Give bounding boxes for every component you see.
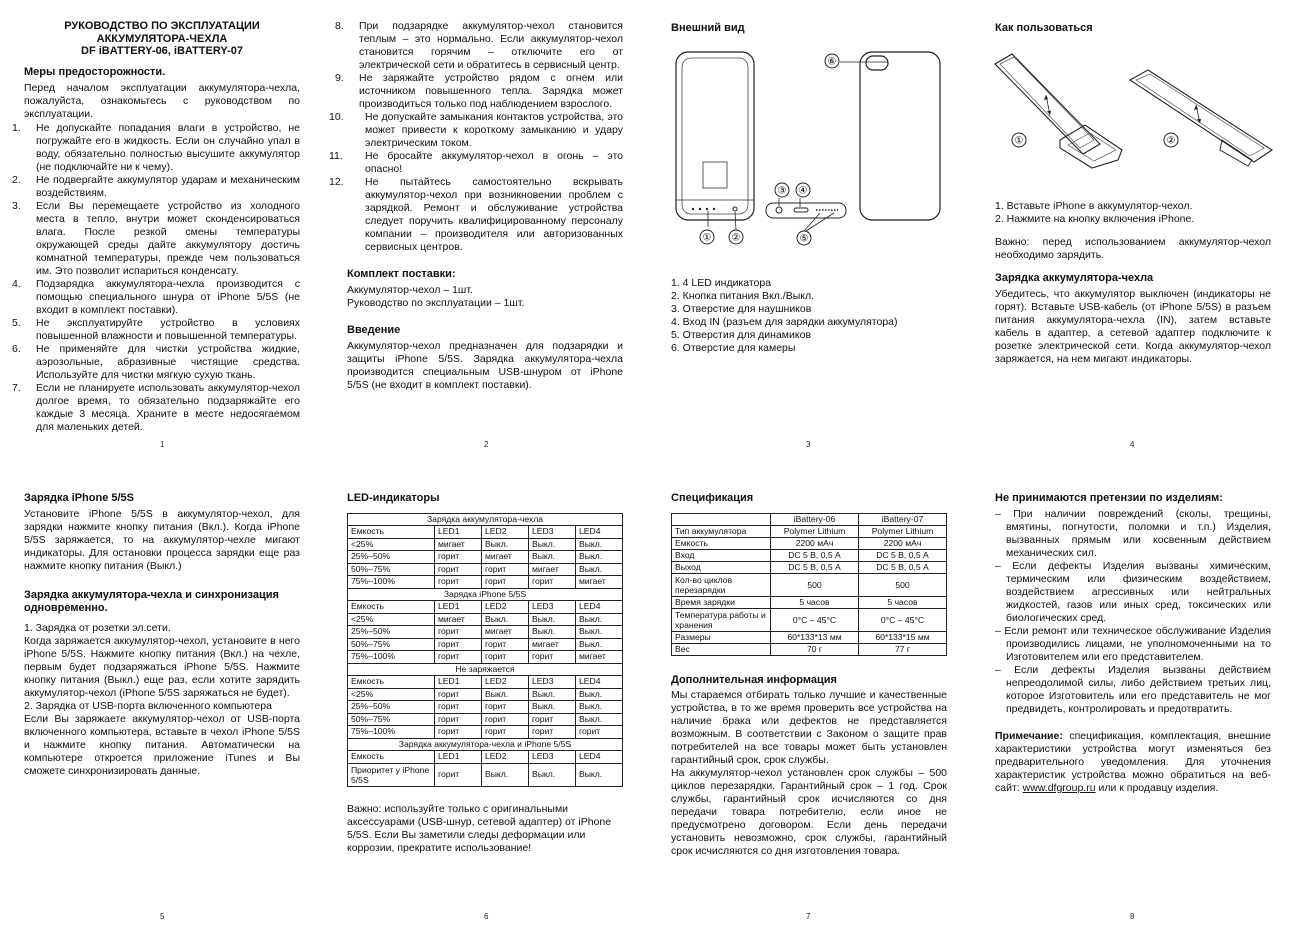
list-item: – Если дефекты Изделия вызваны действием непреодолимой силы, либо действием третьих лиц, которое Изготовитель или его представитель не мог предвидеть, контролировать и предотвратить. (995, 663, 1271, 715)
extra-info-heading: Дополнительная информация (671, 673, 837, 686)
table-cell: 75%–100% (348, 651, 435, 664)
table-cell: 2200 мАч (771, 537, 859, 549)
extra-info-text: Мы стараемся отбирать только лучшие и качественные устройства, в то же время проверить все устройства на наличие брака или дефектов не представляется возможным. В соответствии с Законом о защите прав потребителей на все товары может быть установлен гарантийный срок, срок службы. (671, 689, 947, 767)
table-header-cell: LED3 (529, 676, 576, 689)
title-line-3: DF iBATTERY-06, iBATTERY-07 (81, 45, 243, 58)
table-header-cell: Емкость (348, 751, 435, 764)
table-cell: 0°C – 45°C (771, 608, 859, 631)
table-header-cell: LED3 (529, 601, 576, 614)
precautions-heading: Меры предосторожности. (24, 65, 166, 78)
table-header-cell: LED4 (576, 601, 623, 614)
table-cell: горит (529, 576, 576, 589)
table-header-row (348, 526, 623, 539)
table-section-row (348, 738, 623, 751)
table-cell: горит (529, 713, 576, 726)
table-cell: горит (435, 551, 482, 564)
table-cell: мигает (529, 638, 576, 651)
howto-text (995, 200, 1271, 372)
list-item: – Если дефекты Изделия вызваны химическим, термическим или физическим воздействием, воздействием агрессивных или нейтральных жидкостей, газов или иных сред, токсических или биологических сред. (995, 559, 1271, 624)
table-cell: 5 часов (859, 596, 947, 608)
table-section-row (348, 513, 623, 526)
table-cell: Выкл. (529, 613, 576, 626)
sync-paragraph: Когда заряжается аккумулятор-чехол, установите в него iPhone 5/5S. Нажмите кнопку питания (Вкл.) на чехле, первым будет подзаряжаться iPhone 5/5S. Нажмите кнопку питания (Выкл.) еще раз, если хотите зарядить аккумулятор-чехол (iPhone 5/5S заряжаться не будет). (24, 634, 300, 700)
table-cell: <25% (348, 688, 435, 701)
table-header-row (348, 601, 623, 614)
headphone-jack-icon (776, 207, 782, 213)
howto-heading: Как пользоваться (995, 22, 1093, 34)
page-number: 2 (484, 440, 489, 449)
table-header-row (672, 513, 947, 525)
precautions-intro: Перед началом эксплуатации аккумулятора-чехла, пожалуйста, ознакомьтесь с руководством по эксплуатации. (24, 81, 300, 120)
table-header-cell: LED1 (435, 676, 482, 689)
table-row (348, 563, 623, 576)
table-cell: Выкл. (482, 763, 529, 786)
list-item: 12. Не пытайтесь самостоятельно вскрывать аккумулятор-чехол при возникновении проблем с зарядкой. Ремонт и обслуживание устройства следует поручить квалифицированному персоналу компании – производителя или авторизованных сервисных центров. (329, 176, 623, 254)
usage-illustration (990, 50, 1280, 175)
section-title: Не заряжается (348, 663, 623, 676)
table-row (348, 688, 623, 701)
list-item: – Если ремонт или техническое обслуживание Изделия производились лицами, не уполномоченными на то Изготовителем или его представителем. (995, 624, 1271, 663)
logo-window (703, 162, 727, 188)
table-row (672, 549, 947, 561)
list-item: 7. Если не планируете использовать аккумулятор-чехол долгое время, то обязательно подзаряжайте его каждые 3 месяца. Храните в месте недосягаемом для маленьких детей. (12, 381, 300, 433)
table-cell: Выкл. (576, 626, 623, 639)
page-8 (995, 492, 1271, 801)
note-label: Примечание: (995, 729, 1063, 742)
table-cell: горит (482, 651, 529, 664)
callout-6: ⑥ (827, 56, 837, 68)
table-cell: горит (435, 726, 482, 739)
table-row (672, 608, 947, 631)
table-cell: 2200 мАч (859, 537, 947, 549)
table-cell: 77 г (859, 643, 947, 655)
list-item: 11. Не бросайте аккумулятор-чехол в огонь – это опасно! (329, 150, 623, 176)
table-cell: 25%–50% (348, 626, 435, 639)
table-cell: 5 часов (771, 596, 859, 608)
table-cell: Выкл. (529, 626, 576, 639)
manual-title (24, 20, 300, 58)
page-number: 1 (160, 440, 165, 449)
list-item: – При наличии повреждений (сколы, трещины, вмятины, погнутости, поломки и т.п.) Изделия, вызванных прямым или косвенным действием механических сил. (995, 507, 1271, 559)
section-title: Зарядка iPhone 5/5S (348, 588, 623, 601)
table-cell: 75%–100% (348, 726, 435, 739)
callout-1: ① (1014, 135, 1024, 147)
table-row (348, 763, 623, 786)
table-row (672, 596, 947, 608)
spec-table (671, 513, 947, 656)
spec-heading: Спецификация (671, 492, 754, 504)
table-header-cell: LED4 (576, 751, 623, 764)
table-cell: Выкл. (576, 551, 623, 564)
table-cell: горит (529, 726, 576, 739)
table-header-cell: LED4 (576, 526, 623, 539)
table-cell: Polymer Lithium (859, 525, 947, 537)
table-cell: Емкость (672, 537, 771, 549)
table-cell: 50%–75% (348, 638, 435, 651)
page-7 (671, 492, 947, 864)
website-link[interactable]: www.dfgroup.ru (1022, 781, 1096, 794)
list-item: 6. Не применяйте для чистки устройства жидкие, аэрозольные, абразивные чистящие средства. Используйте для чистки мягкую сухую ткань. (12, 342, 300, 381)
table-cell: мигает (576, 576, 623, 589)
table-cell: Выход (672, 561, 771, 573)
section-title: Зарядка аккумулятора-чехла (348, 513, 623, 526)
led-table (347, 513, 623, 787)
kit-item: Руководство по эксплуатации – 1шт. (347, 296, 525, 309)
case-front-outline (676, 52, 754, 220)
page-1 (12, 20, 300, 434)
table-header-cell: Емкость (348, 676, 435, 689)
appearance-heading: Внешний вид (671, 22, 745, 34)
callout-5: ⑤ (799, 233, 809, 245)
table-cell: DC 5 В, 0,5 А (859, 561, 947, 573)
table-cell: Выкл. (576, 701, 623, 714)
table-row (348, 726, 623, 739)
table-row (348, 701, 623, 714)
table-cell: 50%–75% (348, 713, 435, 726)
usb-port-icon (794, 208, 808, 212)
table-cell: DC 5 В, 0,5 А (771, 549, 859, 561)
table-cell: горит (482, 576, 529, 589)
phone-insert-drawing (995, 54, 1122, 168)
table-row (348, 713, 623, 726)
table-cell: Выкл. (482, 538, 529, 551)
table-cell: Выкл. (482, 688, 529, 701)
table-cell: горит (482, 701, 529, 714)
table-cell: 60*133*13 мм (771, 631, 859, 643)
list-item: 1. Не допускайте попадания влаги в устройство, не погружайте его в жидкость. Если он случайно упал в воду, обязательно полностью высушите аккумулятор (не подключайте ни к чему). (12, 121, 300, 173)
table-cell: мигает (576, 651, 623, 664)
list-item: 3. Отверстие для наушников (671, 303, 812, 316)
table-cell: Выкл. (576, 713, 623, 726)
table-cell: горит (435, 763, 482, 786)
table-section-row (348, 663, 623, 676)
led-heading: LED-индикаторы (347, 492, 440, 504)
table-cell: горит (435, 701, 482, 714)
table-row (672, 537, 947, 549)
table-cell: Кол-во циклов перезарядки (672, 573, 771, 596)
table-row (348, 651, 623, 664)
table-row (348, 551, 623, 564)
table-cell: горит (482, 726, 529, 739)
table-cell: 75%–100% (348, 576, 435, 589)
precautions-list-cont (329, 20, 623, 254)
table-cell: Выкл. (576, 563, 623, 576)
table-cell: горит (482, 713, 529, 726)
table-cell: горит (435, 713, 482, 726)
table-cell: 50%–75% (348, 563, 435, 576)
table-cell: Тип аккумулятора (672, 525, 771, 537)
sync-paragraph: 1. Зарядка от розетки эл.сети. (24, 621, 171, 634)
list-item: 1. 4 LED индикатора (671, 277, 772, 289)
page-3 (671, 20, 947, 38)
table-cell: Выкл. (576, 763, 623, 786)
table-cell: Выкл. (482, 613, 529, 626)
table-row (672, 643, 947, 655)
intro-text: Аккумулятор-чехол предназначен для подзарядки и защиты iPhone 5/5S. Зарядка аккумулятора-чехла производится специальным USB-шнуром от iPhone 5/5S (не входит в комплект поставки). (347, 339, 623, 391)
table-cell: Выкл. (529, 688, 576, 701)
table-header-cell: LED3 (529, 751, 576, 764)
iphone-charging-text: Установите iPhone 5/5S в аккумулятор-чехол, для зарядки нажмите кнопку питания (Вкл.). Когда iPhone 5/5S заряжается, то на аккумулятор-чехле мигают индикаторы. Для остановки процесса зарядки еще раз нажмите кнопку питания (Выкл.) (24, 507, 300, 572)
table-row (672, 525, 947, 537)
intro-heading: Введение (347, 323, 401, 336)
table-cell: <25% (348, 538, 435, 551)
power-button-icon (733, 207, 737, 211)
important-note: Важно: используйте только с оригинальными аксессуарами (USB-шнур, сетевой адаптер) от iPhone 5/5S. Если Вы заметили следы деформации или коррозии, прекратите использование! (347, 802, 612, 854)
callout-1: ① (702, 232, 712, 244)
kit-item: Аккумулятор-чехол – 1шт. (347, 283, 473, 296)
table-header-cell: LED2 (482, 676, 529, 689)
callout-4: ④ (798, 185, 808, 197)
table-header-cell: iBattery-07 (859, 513, 947, 525)
charging-text: Убедитесь, что аккумулятор выключен (индикаторы не горят). Вставьте USB-кабель (от iPhone 5/5S) в разъем питания аккумулятора-чехла (IN), затем вставьте кабель в адаптер, а сетевой адаптер подключите к розетке электрической сети. Когда аккумулятор-чехол заряжается, на нем мигают индикаторы. (995, 287, 1271, 365)
table-cell: Выкл. (529, 538, 576, 551)
iphone-charging-heading: Зарядка iPhone 5/5S (24, 492, 135, 504)
table-cell: мигает (482, 551, 529, 564)
table-cell: горит (435, 626, 482, 639)
table-header-cell: Емкость (348, 526, 435, 539)
table-header-row (348, 751, 623, 764)
table-cell: Выкл. (576, 613, 623, 626)
table-cell: горит (482, 563, 529, 576)
section-title: Зарядка аккумулятора-чехла и iPhone 5/5S (348, 738, 623, 751)
title-line-1: РУКОВОДСТВО ПО ЭКСПЛУАТАЦИИ (64, 20, 260, 32)
led-icon (692, 208, 694, 210)
table-cell: горит (529, 651, 576, 664)
table-header-cell: LED2 (482, 751, 529, 764)
table-header-cell: Емкость (348, 601, 435, 614)
table-cell: 25%–50% (348, 701, 435, 714)
table-row (348, 626, 623, 639)
claims-list (995, 508, 1271, 716)
title-line-2: АККУМУЛЯТОРА-ЧЕХЛА (96, 32, 228, 45)
table-cell: 25%–50% (348, 551, 435, 564)
table-cell: 500 (859, 573, 947, 596)
list-item: 9. Не заряжайте устройство рядом с огнем или источником повышенного тепла. Зарядка может производиться только под наблюдением взрослого. (335, 72, 623, 111)
table-cell: горит (435, 638, 482, 651)
table-cell: горит (482, 638, 529, 651)
table-cell: DC 5 В, 0,5 А (771, 561, 859, 573)
list-item: 2. Кнопка питания Вкл./Выкл. (671, 290, 815, 303)
page-number: 6 (484, 912, 489, 921)
table-cell: Вес (672, 643, 771, 655)
table-cell: Выкл. (576, 538, 623, 551)
table-cell: Размеры (672, 631, 771, 643)
table-row (348, 638, 623, 651)
table-cell: 70 г (771, 643, 859, 655)
list-item: 5. Не эксплуатируйте устройство в условиях повышенной влажности и повышенной температуры. (12, 316, 300, 342)
table-row (348, 538, 623, 551)
table-cell: горит (435, 576, 482, 589)
table-cell: Вход (672, 549, 771, 561)
table-header-cell: LED1 (435, 601, 482, 614)
table-cell: Время зарядки (672, 596, 771, 608)
table-header-cell: LED4 (576, 676, 623, 689)
page-number: 8 (1130, 912, 1135, 921)
table-cell: DC 5 В, 0,5 А (859, 549, 947, 561)
page-6 (347, 492, 623, 861)
parts-list (671, 277, 947, 355)
table-cell: горит (435, 651, 482, 664)
table-header-cell: LED3 (529, 526, 576, 539)
page-number: 7 (806, 912, 811, 921)
case-back-outline (860, 52, 940, 220)
table-cell: Выкл. (576, 688, 623, 701)
led-icon (699, 208, 701, 210)
list-item: 6. Отверстие для камеры (671, 342, 796, 355)
step: 2. Нажмите на кнопку включения iPhone. (995, 213, 1195, 226)
table-row (348, 613, 623, 626)
sync-paragraph: Если Вы заряжаете аккумулятор-чехол от USB-порта включенного компьютера, вставьте в чехол iPhone 5/5S и нажмите кнопку питания. Автоматически на компьютере откроется приложение iTunes и Вы сможете синхронизировать данные. (24, 713, 300, 778)
extra-info-text: На аккумулятор-чехол установлен срок службы – 500 циклов перезарядки. Гарантийный срок – 1 год. Срок службы, гарантийный срок исчисляются со дня передачи товара потребителю, если иное не предусмотрено договором. Если день передачи установить невозможно, срок службы, гарантийный срок исчисляются со дня изготовления товара. (671, 767, 947, 858)
sync-paragraph: 2. Зарядка от USB-порта включенного компьютера (24, 700, 272, 713)
table-header-cell (672, 513, 771, 525)
device-illustration (668, 50, 952, 255)
table-cell: <25% (348, 613, 435, 626)
table-header-cell: LED2 (482, 526, 529, 539)
page-4 (995, 20, 1271, 38)
table-cell: горит (435, 563, 482, 576)
list-item: 10. Не допускайте замыкания контактов устройства, это может привести к короткому замыканию и удару электрическим током. (329, 111, 623, 150)
precautions-list (12, 121, 300, 434)
table-cell: Приоритет у iPhone 5/5S (348, 763, 435, 786)
claims-heading: Не принимаются претензии по изделиям: (995, 492, 1223, 504)
led-icon (706, 208, 708, 210)
page-2 (329, 20, 623, 398)
table-row (672, 561, 947, 573)
table-row (672, 631, 947, 643)
list-item: 8. При подзарядке аккумулятор-чехол становится теплым – это нормально. Если аккумулятор-чехол становится горячим – отключите его от электрической сети и обратитесь в сервисный центр. (335, 20, 623, 72)
important-note: Важно: перед использованием аккумулятор-чехол необходимо зарядить. (995, 236, 1271, 262)
table-cell: мигает (529, 563, 576, 576)
page-5 (24, 492, 300, 778)
sync-heading: Зарядка аккумулятора-чехла и синхронизация одновременно. (24, 588, 279, 615)
table-row (348, 576, 623, 589)
table-cell: Температура работы и хранения (672, 608, 771, 631)
list-item: 5. Отверстия для динамиков (671, 329, 812, 342)
table-row (672, 573, 947, 596)
table-header-cell: LED1 (435, 751, 482, 764)
camera-hole-icon (866, 56, 888, 70)
table-cell: Выкл. (529, 763, 576, 786)
callout-2: ② (1166, 135, 1176, 147)
page-number: 5 (160, 912, 165, 921)
table-cell: Polymer Lithium (771, 525, 859, 537)
table-cell: горит (435, 688, 482, 701)
table-section-row (348, 588, 623, 601)
page-number: 4 (1130, 440, 1135, 449)
table-cell: мигает (435, 613, 482, 626)
table-header-cell: iBattery-06 (771, 513, 859, 525)
led-icon (713, 208, 715, 210)
step: 1. Вставьте iPhone в аккумулятор-чехол. (995, 200, 1193, 212)
table-cell: Выкл. (529, 701, 576, 714)
table-cell: Выкл. (576, 638, 623, 651)
list-item: 4. Подзарядка аккумулятора-чехла производится с помощью специального шнура от iPhone 5/5S (не входит в комплект поставки). (12, 277, 300, 316)
table-cell: 60*133*15 мм (859, 631, 947, 643)
page-number: 3 (806, 440, 811, 449)
table-cell: 500 (771, 573, 859, 596)
table-cell: мигает (482, 626, 529, 639)
table-cell: горит (576, 726, 623, 739)
table-header-row (348, 676, 623, 689)
kit-heading: Комплект поставки: (347, 268, 456, 281)
table-cell: Выкл. (529, 551, 576, 564)
list-item: 2. Не подвергайте аккумулятор ударам и механическим воздействиям. (12, 173, 300, 199)
charging-heading: Зарядка аккумулятора-чехла (995, 272, 1154, 285)
phone-inserted-drawing (1130, 70, 1272, 166)
callout-3: ③ (777, 185, 787, 197)
list-item: 3. Если Вы перемещаете устройство из холодного места в тепло, внутри может сконденсироваться влага. После резкой смены температуры окружающей среды дайте аккумулятору достичь комнатной температуры, прежде чем пользоваться им. Это позволит испариться конденсату. (12, 199, 300, 277)
note: Примечание: спецификация, комплектация, внешние характеристики устройства могут изменяться без предварительного уведомления. Для уточнения характеристик устройства можно обратиться на веб-сайт: www.dfgroup.ru или к продавцу изделия. (995, 729, 1271, 794)
list-item: 4. Вход IN (разъем для зарядки аккумулятора) (671, 316, 898, 329)
table-cell: 0°C – 45°C (859, 608, 947, 631)
callout-2: ② (731, 232, 741, 244)
table-header-cell: LED2 (482, 601, 529, 614)
table-header-cell: LED1 (435, 526, 482, 539)
table-cell: мигает (435, 538, 482, 551)
